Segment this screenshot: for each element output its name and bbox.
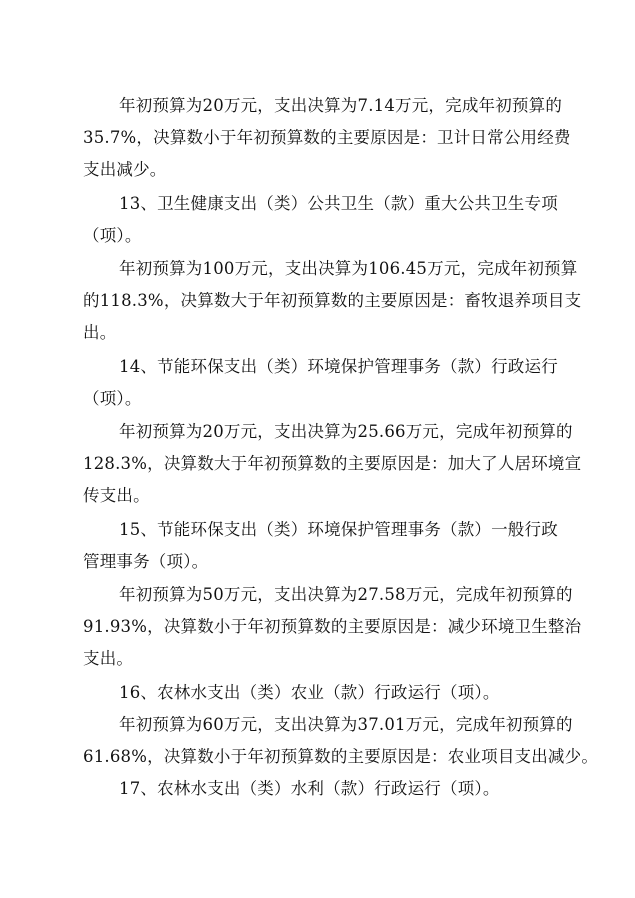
text-line: 的118.3%，决算数大于年初预算数的主要原因是：畜牧退养项目支	[83, 291, 582, 310]
text-line: 35.7%，决算数小于年初预算数的主要原因是：卫计日常公用经费	[83, 128, 571, 147]
heading-item-17	[83, 773, 561, 805]
text-line: 13、卫生健康支出（类）公共卫生（款）重大公共卫生专项	[119, 194, 558, 213]
text-line: 17、农林水支出（类）水利（款）行政运行（项）。	[119, 779, 500, 798]
text-line: 支出减少。	[83, 160, 167, 179]
text-line: 14、节能环保支出（类）环境保护管理事务（款）行政运行	[119, 357, 558, 376]
paragraph-budget-agriculture	[83, 709, 599, 773]
paragraph-budget-environment-ops	[83, 416, 582, 512]
paragraph-budget-public-health	[83, 253, 582, 349]
text-line: 61.68%，决算数小于年初预算数的主要原因是：农业项目支出减少。	[83, 747, 599, 766]
text-line: 16、农林水支出（类）农业（款）行政运行（项）。	[119, 683, 500, 702]
text-line: 128.3%，决算数大于年初预算数的主要原因是：加大了人居环境宣	[83, 454, 582, 473]
text-line: 管理事务（项）。	[83, 552, 209, 571]
heading-item-13	[83, 188, 561, 252]
text-line: 传支出。	[83, 486, 150, 505]
text-line: 年初预算为60万元，支出决算为37.01万元，完成年初预算的	[119, 715, 573, 734]
heading-item-14	[83, 351, 561, 415]
text-line: （项）。	[83, 389, 142, 408]
heading-item-16	[83, 677, 561, 709]
text-line: 年初预算为20万元，支出决算为25.66万元，完成年初预算的	[119, 422, 573, 441]
text-line: 年初预算为20万元，支出决算为7.14万元，完成年初预算的	[119, 96, 563, 115]
paragraph-budget-health-routine	[83, 90, 571, 186]
text-line: 年初预算为50万元，支出决算为27.58万元，完成年初预算的	[119, 585, 573, 604]
text-line: 年初预算为100万元，支出决算为106.45万元，完成年初预算	[119, 259, 578, 278]
paragraph-budget-environment-general	[83, 579, 582, 675]
text-line: 出。	[83, 323, 117, 342]
text-line: 支出。	[83, 649, 134, 668]
heading-item-15	[83, 514, 561, 578]
text-line: （项）。	[83, 226, 142, 245]
text-line: 15、节能环保支出（类）环境保护管理事务（款）一般行政	[119, 520, 558, 539]
text-line: 91.93%，决算数小于年初预算数的主要原因是：减少环境卫生整治	[83, 617, 582, 636]
